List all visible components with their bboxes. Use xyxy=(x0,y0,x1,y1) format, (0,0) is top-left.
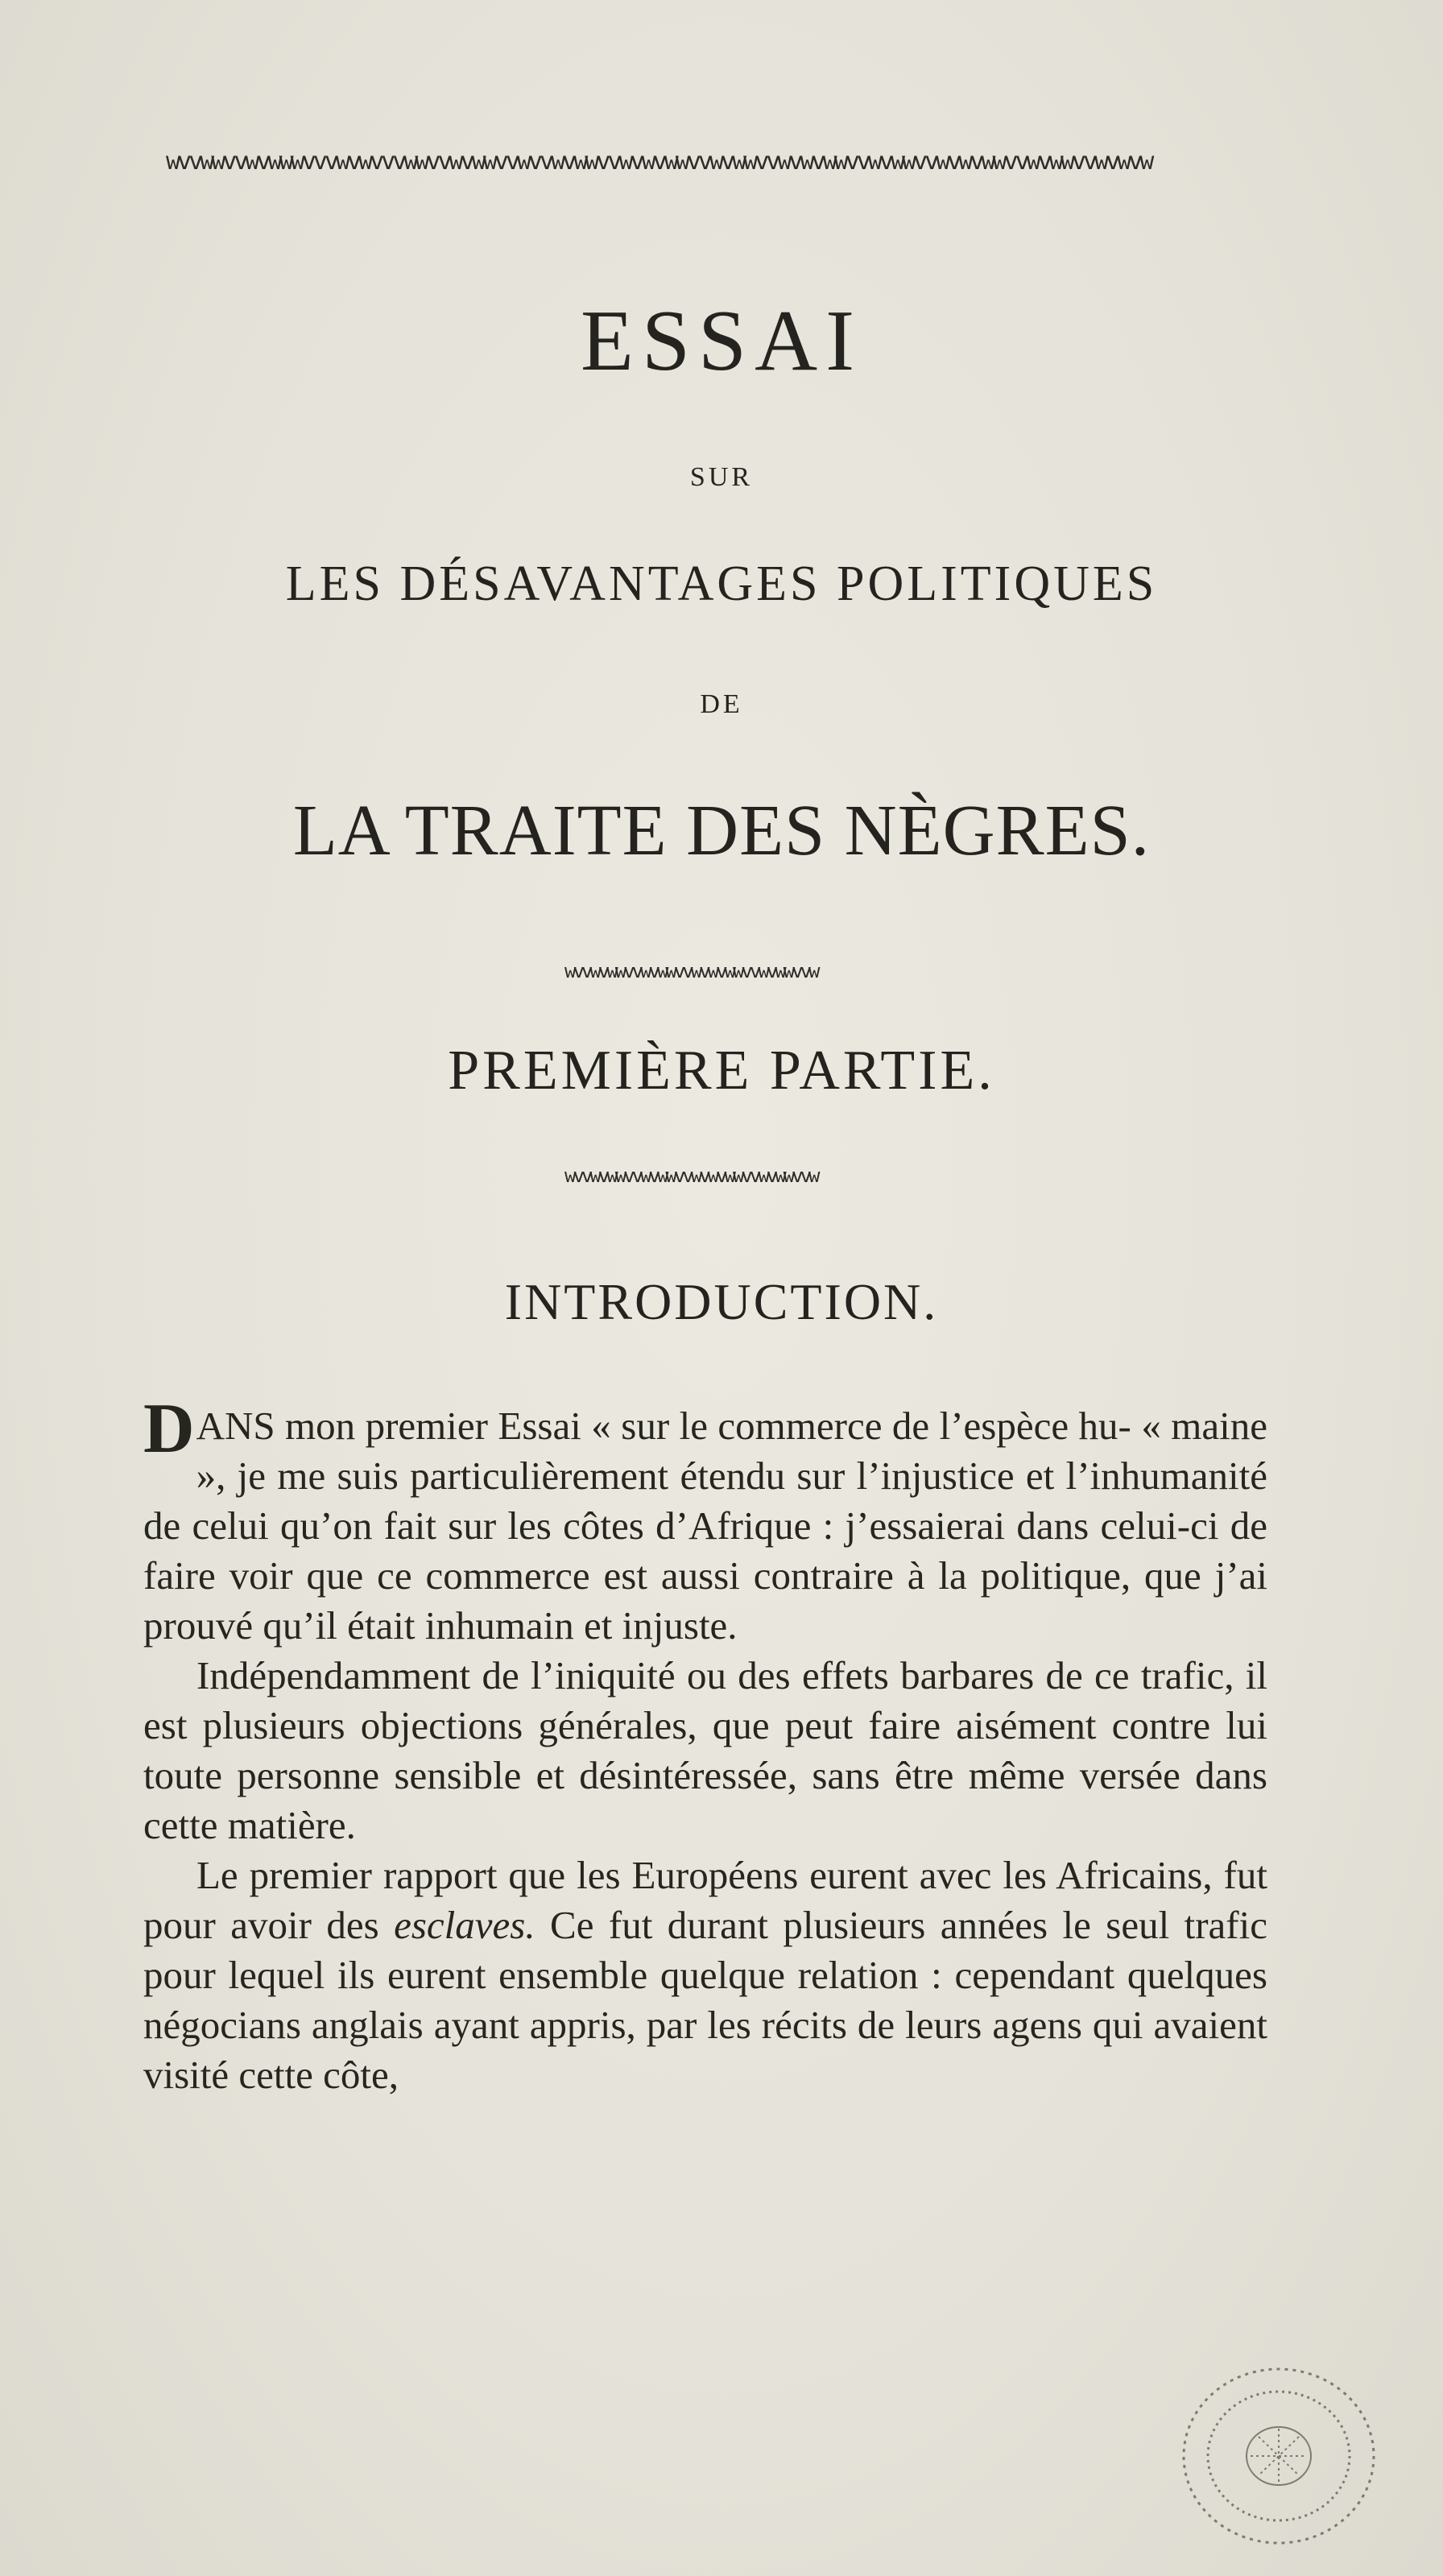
paragraph-1 xyxy=(143,1390,1267,1651)
title-subject: LA TRAITE DES NÈGRES. xyxy=(292,791,1151,870)
title-connector-de: DE xyxy=(700,689,743,719)
title-subtitle: LES DÉSAVANTAGES POLITIQUES xyxy=(285,556,1158,611)
small-caps-opening: ANS xyxy=(196,1404,275,1448)
emphasis-esclaves: esclaves. xyxy=(394,1903,535,1947)
drop-cap: D xyxy=(143,1390,195,1468)
title-connector-sur: SUR xyxy=(689,462,754,492)
ornament-rule-upper: wvvwvwwvvwvwwvvwvwvwwvvwvwwvvw xyxy=(564,961,817,981)
body-text xyxy=(143,1390,1267,2100)
top-ornament-rule: wvvwwvvwvwwwvvvwvwvvvwwvvwvwwvvwvvwvwwvvwvwvwwvvwvwwvvwvwvwwvvwvwwvvwvwvwwvvwvwwvvwvwvw xyxy=(166,150,1152,174)
ornament-rule-lower: wvvwvwwvvwvwwvvwvwvwwvvwvwwvvw xyxy=(564,1166,817,1185)
paragraph-3-text-after: Ce fut durant plusieurs années le seul trafic pour lequel ils eurent ensemble quelque relation : cependant quelques négocians anglais ayant appris, par les récits de leurs agens qui avaient visité cette côte, xyxy=(143,1903,1267,2097)
part-heading: PREMIÈRE PARTIE. xyxy=(448,1040,995,1102)
paragraph-1-text: mon premier Essai « sur le commerce de l’espèce hu- « maine », je me suis particulièrement étendu sur l’injustice et l’inhumanité de celui qu’on fait sur les côtes d’Afrique : j’essaierai dans celui-ci de faire voir que ce commerce est aussi contraire à la politique, que j’ai prouvé qu’il était inhumain et injuste. xyxy=(143,1404,1267,1648)
paragraph-2: Indépendamment de l’iniquité ou des effets barbares de ce trafic, il est plusieurs objections générales, que peut faire aisément contre lui toute personne sensible et désintéressée, sans être même versée dans cette matière. xyxy=(143,1653,1267,1847)
paragraph-3-text-before: Le premier rapport que les Européens eurent avec les Africains, fut pour avoir des xyxy=(143,1853,1267,1947)
section-heading: INTRODUCTION. xyxy=(504,1273,939,1330)
paragraph-3 xyxy=(143,1850,1267,2100)
library-stamp-icon xyxy=(1174,2359,1383,2553)
title-essai: ESSAI xyxy=(580,293,863,389)
